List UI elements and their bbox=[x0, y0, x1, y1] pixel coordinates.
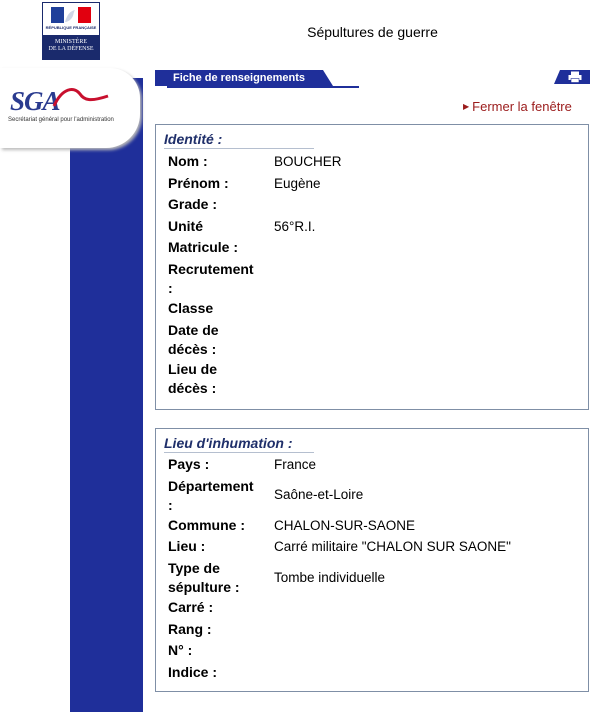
departement-label-line1: Département bbox=[168, 478, 254, 494]
commune-label: Commune : bbox=[168, 517, 245, 533]
prenom-label: Prénom : bbox=[168, 175, 229, 191]
lieu-value: Carré militaire "CHALON SUR SAONE" bbox=[274, 539, 511, 554]
type-sepulture-label-line1: Type de bbox=[168, 560, 220, 576]
left-sidebar-bar bbox=[70, 78, 143, 712]
identite-title: Identité : bbox=[164, 131, 223, 147]
pays-value: France bbox=[274, 457, 317, 472]
lieu-label: Lieu : bbox=[168, 538, 206, 554]
lieu-deces-label bbox=[168, 360, 266, 398]
ministry-logo bbox=[42, 2, 100, 60]
commune-value: CHALON-SUR-SAONE bbox=[274, 518, 416, 533]
recrutement-label bbox=[168, 260, 266, 298]
sga-swoosh-icon bbox=[52, 84, 110, 110]
tab-header bbox=[155, 70, 590, 88]
tab-underline bbox=[167, 86, 359, 88]
unite-value: 56°R.I. bbox=[274, 219, 316, 234]
lieu-deces-label-line2: décès : bbox=[168, 380, 217, 396]
ministry-line1: MINISTÈRE bbox=[55, 39, 87, 45]
lieu-inhumation-title-underline bbox=[164, 452, 314, 453]
lieu-deces-label-line1: Lieu de bbox=[168, 361, 218, 377]
type-sepulture-label bbox=[168, 559, 266, 597]
marianne-flag-icon bbox=[51, 7, 91, 23]
pays-label: Pays : bbox=[168, 456, 210, 472]
date-deces-label-line1: Date de bbox=[168, 322, 219, 338]
unite-label: Unité bbox=[168, 218, 203, 234]
departement-label-line2: : bbox=[168, 497, 173, 513]
indice-label: Indice : bbox=[168, 664, 218, 680]
carre-label: Carré : bbox=[168, 599, 214, 615]
nom-label: Nom : bbox=[168, 153, 208, 169]
sga-logo bbox=[0, 68, 140, 148]
classe-label: Classe bbox=[168, 300, 214, 316]
ministry-name bbox=[43, 39, 99, 53]
triangle-right-icon: ▶ bbox=[463, 102, 470, 111]
ministry-rf-text: RÉPUBLIQUE FRANÇAISE bbox=[45, 25, 97, 30]
identite-title-underline bbox=[164, 148, 314, 149]
recrutement-label-line2: : bbox=[168, 280, 173, 296]
lieu-inhumation-panel bbox=[155, 428, 589, 692]
ministry-line2: DE LA DÉFENSE bbox=[48, 46, 94, 52]
date-deces-label bbox=[168, 321, 266, 359]
rang-label: Rang : bbox=[168, 621, 212, 637]
lieu-inhumation-title: Lieu d'inhumation : bbox=[164, 435, 293, 451]
departement-label bbox=[168, 477, 266, 515]
type-sepulture-value: Tombe individuelle bbox=[274, 570, 386, 585]
identite-panel bbox=[155, 124, 589, 410]
printer-icon bbox=[568, 71, 582, 83]
type-sepulture-label-line2: sépulture : bbox=[168, 579, 240, 595]
close-window-label: Fermer la fenêtre bbox=[472, 99, 572, 114]
ministry-logo-top bbox=[43, 3, 99, 35]
nom-value: BOUCHER bbox=[274, 154, 342, 169]
print-button[interactable] bbox=[554, 70, 590, 84]
close-window-link[interactable] bbox=[463, 99, 572, 114]
grade-label: Grade : bbox=[168, 196, 218, 212]
tab-fiche-label: Fiche de renseignements bbox=[173, 72, 306, 84]
page-title: Sépultures de guerre bbox=[307, 24, 438, 40]
sga-logo-subtitle: Secrétariat général pour l'administration bbox=[8, 117, 114, 123]
prenom-value: Eugène bbox=[274, 176, 321, 191]
sga-logo-text: SGA bbox=[10, 86, 60, 116]
numero-label: N° : bbox=[168, 642, 193, 658]
matricule-label: Matricule : bbox=[168, 239, 239, 255]
recrutement-label-line1: Recrutement bbox=[168, 261, 254, 277]
departement-value: Saône-et-Loire bbox=[274, 487, 364, 502]
date-deces-label-line2: décès : bbox=[168, 341, 217, 357]
